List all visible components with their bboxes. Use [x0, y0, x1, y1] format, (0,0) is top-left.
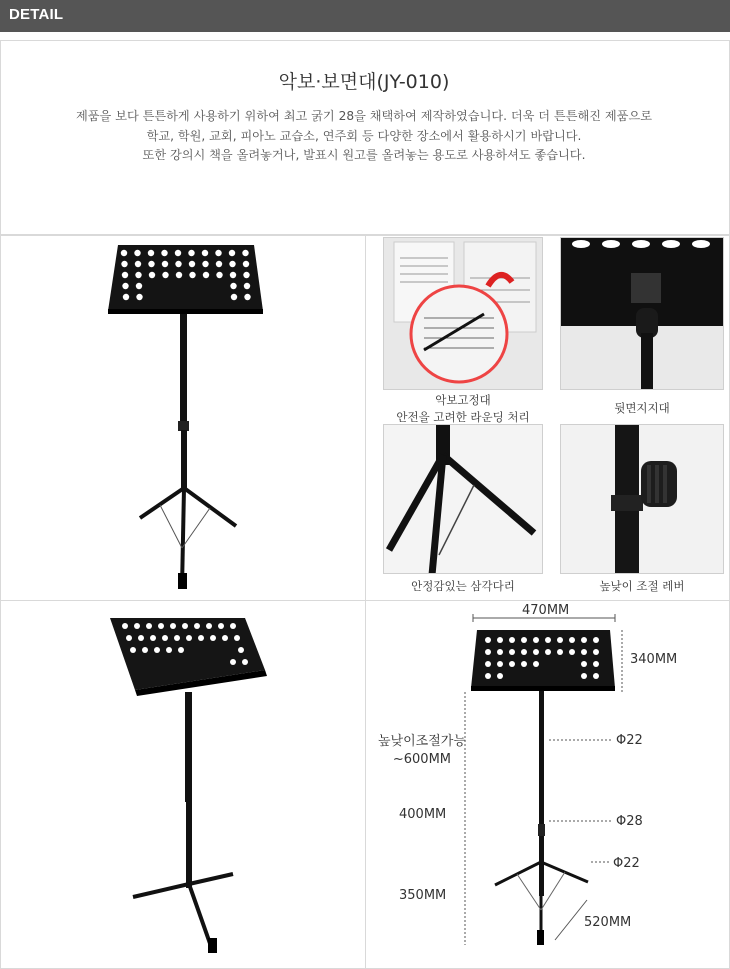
dim-mid-height: 400MM: [399, 807, 447, 822]
caption-line: 안전을 고려한 라운딩 처리: [396, 410, 530, 424]
detail-support-image: [560, 237, 724, 390]
detail-clip-caption: [383, 392, 543, 426]
height-adjust-line: ~600MM: [392, 752, 452, 767]
dim-tube-mid: Φ28: [616, 814, 643, 829]
detail-lever-caption: [560, 578, 724, 595]
detail-title: DETAIL: [9, 6, 64, 23]
dim-height-adjust: [378, 733, 466, 769]
detail-support-caption: [560, 400, 724, 417]
detail-legs-image: [383, 424, 543, 574]
dim-leg-span: 520MM: [584, 915, 632, 930]
dim-tube-low: Φ22: [613, 856, 640, 871]
product-title: 악보·보면대(JY-010): [278, 71, 450, 93]
dim-tube-top: Φ22: [616, 733, 643, 748]
caption-line: 뒷면지지대: [614, 401, 670, 415]
caption-line: 악보고정대: [435, 393, 491, 407]
caption-line: 안정감있는 삼각다리: [411, 579, 515, 593]
dim-leg-height: 350MM: [399, 888, 447, 903]
caption-line: 높낮이 조절 레버: [599, 579, 685, 593]
detail-clip-image: [383, 237, 543, 390]
stand-front-image: [100, 243, 270, 593]
stand-angle-image: [105, 612, 275, 957]
intro-line: 또한 강의시 책을 올려놓거나, 발표시 원고를 올려놓는 용도로 사용하셔도 좋습니다.: [142, 148, 586, 162]
intro-line: 제품을 보다 튼튼하게 사용하기 위하여 최고 굵기 28을 채택하여 제작하였습니다. 더욱 더 튼튼해진 제품으로: [76, 109, 652, 123]
detail-lever-image: [560, 424, 724, 574]
dim-depth: 340MM: [630, 652, 678, 667]
intro-description: [0, 107, 728, 166]
dim-width: 470MM: [522, 603, 570, 618]
detail-legs-caption: [383, 578, 543, 595]
intro-line: 학교, 학원, 교회, 피아노 교습소, 연주회 등 다양한 장소에서 활용하시기 바랍니다.: [146, 128, 582, 143]
detail-header: [0, 0, 730, 32]
height-adjust-line: 높낮이조절가능: [378, 734, 466, 749]
